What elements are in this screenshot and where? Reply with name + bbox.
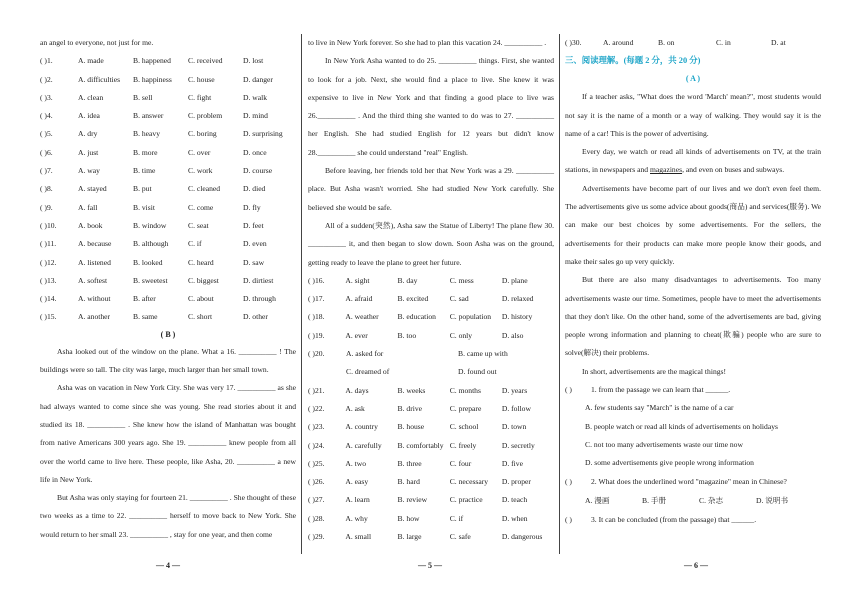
option-d: D. surprising (243, 129, 283, 139)
page-number-5: — 5 — (418, 561, 442, 570)
question-text: 1. from the passage we can learn that ______. (591, 385, 731, 395)
question-number: ( )19. (308, 330, 325, 340)
option-a: A. afraid (345, 294, 373, 304)
option-c: C. safe (449, 532, 471, 542)
option-c: C. cleaned (188, 184, 221, 194)
option-b: B. more (133, 147, 158, 157)
option-b: B. excited (397, 294, 429, 304)
option-d: D. once (243, 147, 267, 157)
option-a: A. why (345, 513, 368, 523)
question-number: ( )1. (40, 56, 53, 66)
option-c: C. dreamed of (346, 367, 390, 377)
question-number: ( )4. (40, 111, 53, 121)
question-number: ( )28. (308, 513, 325, 523)
option-c: C. practice (449, 495, 483, 505)
passage-b-para-3: But Asha was only staying for fourteen 21. __________ . She thought of these two weeks as a time to 22. __________ herself to move back to New York. She would return to her small 23. __________ , stay for one year, and then come (40, 493, 296, 539)
option-d: D. relaxed (501, 294, 534, 304)
question-number: ( )30. (565, 38, 582, 47)
option-a: A. country (345, 422, 378, 432)
option-b: B. heavy (133, 129, 160, 139)
option-c: C. house (188, 74, 215, 84)
option-d: D. years (501, 385, 528, 395)
q2-option-d: D. 说明书 (756, 495, 789, 505)
option-c: C. fight (188, 92, 212, 102)
option-d: D. other (243, 312, 268, 322)
option-d: D. history (501, 312, 533, 322)
passage-a-para-4: But there are also many disadvantages to advertisements. Too many advertisements waste our time. Sometimes, people have to meet the advertisements that they don't like. On the other hand, some of the advertisements are bad, giving people wrong information and planning to cheat(欺骗) people who are sure to solve(解决) their problems. (565, 275, 821, 358)
option-b: B. although (133, 239, 169, 249)
question-number: ( )23. (308, 422, 325, 432)
option-d: D. danger (243, 74, 273, 84)
option-d: D. lost (243, 56, 264, 66)
option-row (308, 455, 554, 473)
option-row (40, 52, 296, 70)
option-a: A. ever (345, 330, 368, 340)
question-number: ( )11. (40, 239, 57, 249)
option-b: B. how (397, 513, 420, 523)
option-row (40, 272, 296, 290)
column-page-6 (565, 34, 821, 554)
option-c: C. in (716, 38, 731, 47)
option-row (40, 107, 296, 125)
passage-b-para-1: Asha looked out of the window on the plane. What a 16. __________ ! The buildings were so tall. The city was large, much larger than her small town. (40, 346, 296, 375)
option-b: B. visit (133, 202, 155, 212)
option-a: A. small (345, 532, 372, 542)
option-a: A. way (78, 166, 100, 176)
question-number: ( )18. (308, 312, 325, 322)
passage-a-para-2: Every day, we watch or read all kinds of advertisements on TV, at the train stations, in newspapers and magazines, and even on buses and subways. (565, 147, 821, 175)
option-a: A. easy (345, 477, 369, 487)
passage-a-para-1: If a teacher asks, "What does the word 'March' mean?", most students would not say it is the name of a month or a way of walking. They would say it is the name of a car! This is the power of advertising. (565, 92, 821, 138)
option-a: A. sight (345, 275, 370, 285)
option-row (40, 89, 296, 107)
option-d: D. feet (243, 220, 264, 230)
option-c: C. freely (449, 440, 477, 450)
question-number: ( )21. (308, 385, 325, 395)
option-a: A. softest (78, 275, 108, 285)
question-text: 2. What does the underlined word "magazine" mean in Chinese? (591, 476, 787, 486)
option-c: C. boring (188, 129, 217, 139)
option-a: A. because (78, 239, 112, 249)
option-c: C. heard (188, 257, 214, 267)
option-c: C. received (188, 56, 223, 66)
option-row (308, 290, 554, 308)
option-row (40, 290, 296, 308)
option-b: B. put (133, 184, 152, 194)
question-number: ( )26. (308, 477, 325, 487)
option-d: D. proper (501, 477, 531, 487)
option-row (40, 162, 296, 180)
option-d: D. found out (458, 367, 497, 377)
option-b: B. large (397, 532, 422, 542)
option-d: D. through (243, 294, 276, 304)
option-b: B. happened (133, 56, 171, 66)
option-b: B. hard (397, 477, 420, 487)
option-d: D. town (501, 422, 527, 432)
option-row (308, 382, 554, 400)
option-c: C. over (188, 147, 211, 157)
passage-b-para-5: In New York Asha wanted to do 25. __________ things. First, she wanted to look for a job. Next, she would find a place to live. She knew it was expensive to live in New York and that finding a good place to live was 26.__________ . And the third thing she wanted to do was to 27. __________ her English. She had studied English for 12 years but didn't know 28.__________ she could understand "real" English. (308, 56, 554, 157)
option-b: B. comfortably (397, 440, 444, 450)
question-number: ( )12. (40, 257, 57, 267)
option-d: D. dangerous (501, 532, 543, 542)
question-number: ( )14. (40, 294, 57, 304)
section-b-heading: ( B ) (160, 329, 176, 339)
page-number-6: — 6 — (684, 561, 708, 570)
option-b: B. review (397, 495, 428, 505)
option-a: A. clean (78, 92, 104, 102)
option-a: A. around (603, 38, 634, 47)
option-d: D. died (243, 184, 266, 194)
question-number: ( )22. (308, 403, 325, 413)
option-c: C. about (188, 294, 214, 304)
option-d: D. course (243, 166, 273, 176)
option-b: B. education (397, 312, 436, 322)
option-a: A. another (78, 312, 111, 322)
option-a: A. stayed (78, 184, 107, 194)
option-row (40, 199, 296, 217)
option-b: B. three (397, 458, 422, 468)
option-b: B. sweetest (133, 275, 168, 285)
options-list-16-19 (308, 272, 554, 345)
option-row (40, 180, 296, 198)
option-c: C. short (188, 312, 213, 322)
question-number: ( )29. (308, 532, 325, 542)
option-c: C. work (188, 166, 213, 176)
option-b: B. window (133, 220, 167, 230)
option-c: C. prepare (449, 403, 482, 413)
question-1: ( ) 1. from the passage we can learn that ______. (565, 381, 821, 399)
option-row (40, 125, 296, 143)
q1-option-a: A. few students say "March" is the name of a car (585, 403, 734, 413)
passage-b-para-4: to live in New York forever. So she had to plan this vacation 24. __________ . (308, 38, 547, 47)
question-number: ( )27. (308, 495, 325, 505)
option-d: D. walk (243, 92, 268, 102)
option-row (308, 272, 554, 290)
option-d: D. plane (501, 275, 528, 285)
column-divider (301, 34, 302, 554)
option-b: B. same (133, 312, 158, 322)
option-d: D. follow (501, 403, 531, 413)
option-row (40, 71, 296, 89)
passage-a-heading: ( A ) (685, 74, 701, 84)
option-a: A. without (78, 294, 111, 304)
question-number: ( )5. (40, 129, 53, 139)
option-d: D. fly (243, 202, 261, 212)
option-row (308, 510, 554, 528)
option-a: A. idea (78, 111, 100, 121)
option-row (308, 418, 554, 436)
option-a: A. carefully (345, 440, 382, 450)
option-a: A. dry (78, 129, 98, 139)
passage-b-para-7: All of a sudden(突然), Asha saw the Statue of Liberty! The plane flew 30. __________ it, and then began to slow down. Soon Asha was on the ground, getting ready to leave the plane to greet her future. (308, 220, 554, 267)
question-number: ( )9. (40, 202, 53, 212)
question-number: ( )8. (40, 184, 53, 194)
question-number: ( )20. (308, 349, 325, 359)
options-list-1-15 (40, 52, 296, 326)
option-row (40, 217, 296, 235)
option-row (40, 235, 296, 253)
question-number: ( )15. (40, 312, 57, 322)
option-d: D. also (501, 330, 524, 340)
options-list-21-29 (308, 382, 554, 547)
page-number-4: — 4 — (156, 561, 180, 570)
option-a: A. days (345, 385, 369, 395)
option-d: D. at (771, 38, 786, 47)
option-c: C. seat (188, 220, 209, 230)
option-row (308, 308, 554, 326)
question-number: ( )16. (308, 275, 325, 285)
question-text: 3. It can be concluded (from the passage) that ______. (591, 514, 757, 524)
option-row-30 (565, 34, 821, 52)
option-b: B. sell (133, 92, 153, 102)
passage-a-para-5: In short, advertisements are the magical things! (582, 366, 727, 376)
option-row (308, 473, 554, 491)
q1-option-d: D. some advertisements give people wrong information (585, 458, 754, 468)
question-number: ( )3. (40, 92, 53, 102)
option-d: D. dirtiest (243, 275, 274, 285)
option-c: C. biggest (188, 275, 219, 285)
q2-option-c: C. 杂志 (699, 495, 724, 505)
q1-option-b: B. people watch or read all kinds of advertisements on holidays (585, 421, 778, 431)
option-d: D. mind (243, 111, 268, 121)
question-number: ( )17. (308, 294, 325, 304)
option-a: A. weather (345, 312, 379, 322)
intro-line: an angel to everyone, not just for me. (40, 38, 154, 47)
option-b: B. on (658, 38, 675, 47)
option-a: A. listened (78, 257, 111, 267)
option-row (40, 144, 296, 162)
option-row (308, 491, 554, 509)
question-2: ( ) 2. What does the underlined word "magazine" mean in Chinese? (565, 473, 821, 491)
question-number: ( )7. (40, 166, 53, 176)
option-a: A. learn (345, 495, 370, 505)
option-b: B. looked (133, 257, 163, 267)
option-c: C. come (188, 202, 214, 212)
q2-option-b: B. 手册 (642, 495, 667, 505)
option-a: A. book (78, 220, 103, 230)
option-d: D. secretly (501, 440, 535, 450)
passage-b-para-2: Asha was on vacation in New York City. She was very 17. __________ as she had always wanted to come since she was young. She read stories about it and studied its 18. __________ . She knew how the island of Manhattan was bought from native Americans 300 years ago. She 19. __________ knew people from all over the world came to live here. These people, like Asha, 20. __________ a new life in New York. (40, 383, 296, 484)
option-b: B. came up with (458, 349, 508, 359)
question-number: ( )24. (308, 440, 325, 450)
option-c: C. months (449, 385, 481, 395)
option-c: C. sad (449, 294, 469, 304)
question-number: ( )2. (40, 74, 53, 84)
option-b: B. after (133, 294, 156, 304)
option-c: C. population (449, 312, 492, 322)
option-b: B. day (397, 275, 418, 285)
option-d: D. teach (501, 495, 528, 505)
option-a: A. two (345, 458, 367, 468)
option-row (308, 437, 554, 455)
option-row (40, 308, 296, 326)
underlined-word: magazines (650, 165, 683, 175)
q2-options (565, 491, 821, 511)
option-a: A. made (78, 56, 104, 66)
option-b: B. too (397, 330, 417, 340)
question-number: ( )25. (308, 458, 325, 468)
question-3: ( ) 3. It can be concluded (from the passage) that ______. (565, 511, 821, 529)
option-b: B. house (397, 422, 425, 432)
option-c: C. school (449, 422, 479, 432)
option-a: A. just (78, 147, 99, 157)
option-d: D. saw (243, 257, 265, 267)
option-row (40, 254, 296, 272)
q1-option-c: C. not too many advertisements waste our time now (585, 439, 743, 449)
option-c: C. necessary (449, 477, 489, 487)
option-a: A. ask (345, 403, 365, 413)
option-c: C. only (449, 330, 473, 340)
question-number: ( )10. (40, 220, 57, 230)
option-d: D. five (501, 458, 523, 468)
option-row (308, 327, 554, 345)
column-page-4 (40, 34, 296, 554)
option-a: A. fall (78, 202, 98, 212)
option-b: B. time (133, 166, 156, 176)
option-c: C. if (449, 513, 464, 523)
option-row (308, 528, 554, 546)
option-a: A. difficulties (78, 74, 121, 84)
question-number: ( )6. (40, 147, 53, 157)
option-c: C. if (188, 239, 202, 249)
q2-option-a: A. 漫画 (585, 495, 610, 505)
option-b: B. drive (397, 403, 423, 413)
option-d: D. even (243, 239, 267, 249)
passage-a-para-3: Advertisements have become part of our lives and we don't even feel them. The advertisements give us some advice about goods(商品) and services(服务). We can make our best choices by some advertisements. For the sellers, the advertisements for their products can make more people know their goods, and make their sales go up very quickly. (565, 183, 821, 266)
option-b: B. happiness (133, 74, 172, 84)
section-title-reading: 三、阅读理解。(每题 2 分，共 20 分) (565, 56, 701, 66)
passage-b-para-6: Before leaving, her friends told her that New York was a 29. __________ place. But Asha wasn't worried. She had studied New York carefully. She believed she would be safe. (308, 166, 554, 212)
column-page-5 (308, 34, 554, 554)
option-d: D. when (501, 513, 528, 523)
option-c: C. mess (449, 275, 474, 285)
option-a: A. asked for (346, 349, 384, 359)
question-number: ( )13. (40, 275, 57, 285)
option-c: C. four (449, 458, 472, 468)
option-row-20-cont (308, 363, 554, 381)
option-b: B. weeks (397, 385, 426, 395)
column-divider (559, 34, 560, 554)
option-c: C. problem (188, 111, 223, 121)
option-row (308, 400, 554, 418)
option-row-20 (308, 345, 554, 363)
option-b: B. answer (133, 111, 164, 121)
